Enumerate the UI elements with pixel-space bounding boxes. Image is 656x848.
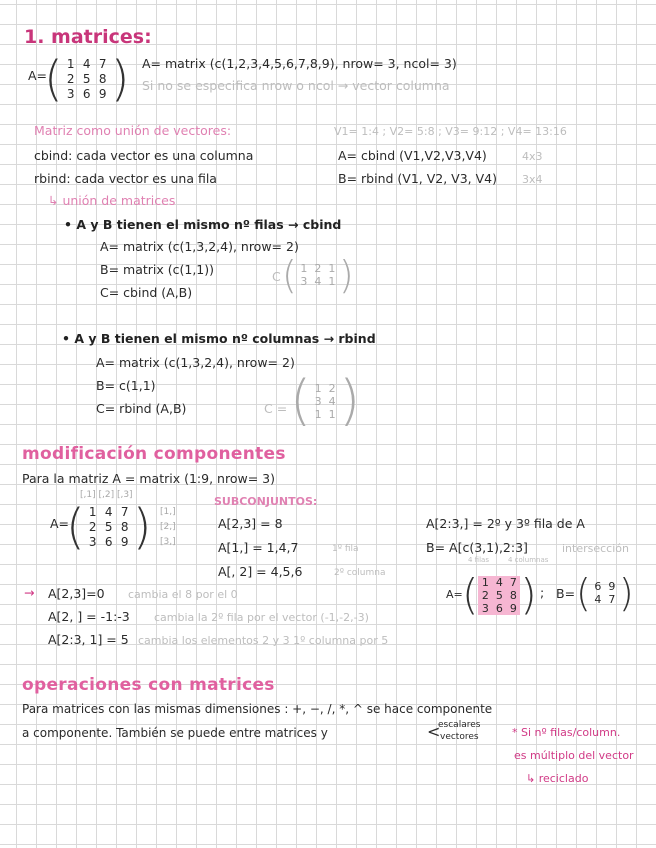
row-index-3: [3,]: [160, 537, 176, 547]
case2-line3: C= rbind (A,B): [96, 401, 187, 416]
mod-arrow: →: [24, 585, 35, 600]
subset-3: A[, 2] = 4,5,6: [218, 564, 303, 579]
case1-heading: • A y B tienen el mismo nº filas → cbind: [64, 217, 342, 232]
matrix-a-table: 1 4 7 2 5 8 3 6 9: [66, 57, 107, 101]
mod-3: A[2:3, 1] = 5: [48, 632, 129, 647]
case2-line1: A= matrix (c(1,3,2,4), nrow= 2): [96, 355, 295, 370]
cbind-dim: 4x3: [522, 150, 543, 163]
case2-result-matrix: ( 1 2 3 4 1 1 ): [290, 369, 361, 432]
case2-line2: B= c(1,1): [96, 378, 156, 393]
subset-5-small-rows: 4 filas: [468, 556, 489, 564]
star-note-3: ↳ reciclado: [526, 772, 589, 785]
mod-intro: Para la matriz A = matrix (1:9, nrow= 3): [22, 471, 275, 486]
union-title: Matriz como unión de vectores:: [34, 123, 232, 138]
matrix-code: A= matrix (c(1,2,3,4,5,6,7,8,9), nrow= 3, ncol= 3): [142, 56, 457, 71]
case2-heading: • A y B tienen el mismo nº columnas → rbind: [62, 331, 376, 346]
section-title-operaciones: operaciones con matrices: [22, 675, 275, 695]
case1-line1: A= matrix (c(1,3,2,4), nrow= 2): [100, 239, 299, 254]
ops-line-1: Para matrices con las mismas dimensiones : +, −, /, *, ^ se hace componente: [22, 702, 493, 716]
subset-2-note: 1º fila: [332, 544, 359, 554]
mod-matrix-a: ( 1 4 7 2 5 8 3 6 9 ): [66, 499, 152, 555]
brace-symbol: <: [427, 722, 441, 741]
separator-b: ;: [540, 585, 545, 600]
subset-5: B= A[c(3,1),2:3]: [426, 540, 528, 555]
mod-2: A[2, ] = -1:-3: [48, 609, 130, 624]
matrix-a: ( 1 4 7 2 5 8 3 6 9 ): [44, 51, 130, 107]
brace-top: escalares: [438, 720, 481, 730]
rbind-dim: 3x4: [522, 173, 543, 186]
case1-line2: B= matrix (c(1,1)): [100, 262, 215, 277]
section-title-matrices: 1. matrices:: [24, 26, 152, 48]
cbind-desc: cbind: cada vector es una columna: [34, 148, 254, 163]
vectors-def: V1= 1:4 ; V2= 5:8 ; V3= 9:12 ; V4= 13:16: [334, 125, 567, 138]
subset-5-note: intersección: [562, 542, 629, 555]
mod-3-note: cambia los elementos 2 y 3 1º columna por 5: [138, 634, 389, 647]
case1-result-label: C: [272, 269, 281, 284]
subset-1: A[2,3] = 8: [218, 516, 283, 531]
matrix-a-label: A=: [28, 68, 48, 83]
subsets-title: SUBCONJUNTOS:: [214, 495, 318, 508]
mod-1-note: cambia el 8 por el 0: [128, 588, 238, 601]
subset-2: A[1,] = 1,4,7: [218, 540, 299, 555]
matrix-b: ( 6 9 4 7 ): [576, 571, 634, 615]
ops-line-2: a componente. También se puede entre matrices y: [22, 726, 328, 740]
matrix-b-label: B=: [556, 586, 576, 601]
star-note-2: es múltiplo del vector: [514, 749, 634, 762]
subset-5-small-cols: 4 columnas: [508, 556, 549, 564]
small-matrix-a-label: A=: [446, 588, 463, 601]
subset-3-note: 2º columna: [334, 568, 386, 578]
rbind-desc: rbind: cada vector es una fila: [34, 171, 217, 186]
mod-1: A[2,3]=0: [48, 586, 105, 601]
col-indices: [,1] [,2] [,3]: [80, 490, 133, 500]
union-subtitle: ↳ unión de matrices: [48, 193, 176, 208]
small-matrix-a: ( 1 4 7 2 5 8 3 6 9 ): [462, 570, 537, 619]
cbind-code: A= cbind (V1,V2,V3,V4): [338, 148, 487, 163]
mod-matrix-label: A=: [50, 516, 70, 531]
row-index-2: [2,]: [160, 522, 176, 532]
section-title-modificacion: modificación componentes: [22, 444, 286, 464]
case1-line3: C= cbind (A,B): [100, 285, 193, 300]
brace-bottom: vectores: [440, 732, 479, 742]
star-note: * Si nº filas/column.: [512, 726, 621, 739]
case1-result-matrix: ( 1 2 1 3 4 1 ): [282, 253, 354, 297]
matrix-note: Si no se especifica nrow o ncol → vector columna: [142, 78, 450, 93]
case2-result-label: C =: [264, 401, 288, 416]
rbind-code: B= rbind (V1, V2, V3, V4): [338, 171, 498, 186]
row-index-1: [1,]: [160, 507, 176, 517]
mod-2-note: cambia la 2º fila por el vector (-1,-2,-3): [154, 611, 369, 624]
subset-4: A[2:3,] = 2º y 3º fila de A: [426, 516, 585, 531]
